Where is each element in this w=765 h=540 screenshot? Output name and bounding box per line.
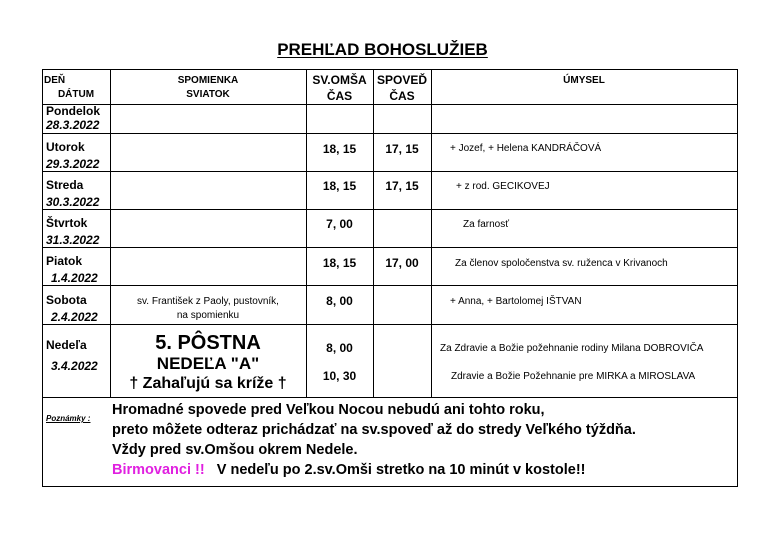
row-friday-intention: Za členov spoločenstva sv. ruženca v Krivanoch <box>455 258 668 269</box>
row-tuesday-intention: + Jozef, + Helena KANDRÁČOVÁ <box>450 143 602 154</box>
header-confession-time: SPOVEĎ ČAS <box>376 73 427 103</box>
header-day: DEŇ DÁTUM <box>44 75 95 100</box>
sunday-intention-2: Zdravie a Božie Požehnanie pre MIRKA a MIROSLAVA <box>451 371 696 382</box>
header-mass-time: SV.OMŠA ČAS <box>312 73 367 103</box>
notes-line-4-rest: V nedeľu po 2.sv.Omši stretko na 10 minút v kostole!! <box>216 462 586 478</box>
sunday-intention-1: Za Zdravie a Božie požehnanie rodiny Milana DOBROVIČA <box>440 343 704 354</box>
row-thursday-intention: Za farnosť <box>463 219 509 230</box>
row-saturday-memorial: sv. František z Paoly, pustovník, na spomienku <box>137 296 279 321</box>
row-saturday-day: Sobota 2.4.2022 <box>46 293 98 324</box>
row-wednesday-intention: + z rod. GECIKOVEJ <box>456 181 550 192</box>
sunday-feast-note: † Zahaľujú sa kríže † <box>129 375 287 392</box>
row-friday-mass: 18, 15 <box>322 256 357 270</box>
row-thursday-mass: 7, 00 <box>326 217 353 231</box>
row-wednesday-day: Streda 30.3.2022 <box>46 178 100 209</box>
row-tuesday-confession: 17, 15 <box>385 142 419 156</box>
notes-line-2: preto môžete odteraz prichádzať na sv.spoveď až do stredy Veľkého týždňa. <box>112 422 636 438</box>
notes-line-4 <box>112 460 738 480</box>
row-saturday-intention: + Anna, + Bartolomej IŠTVAN <box>450 296 582 307</box>
row-thursday-day: Štvrtok 31.3.2022 <box>46 216 100 247</box>
row-tuesday-day: Utorok 29.3.2022 <box>46 140 100 171</box>
sunday-mass-1: 8, 00 <box>326 341 353 355</box>
row-friday-day: Piatok 1.4.2022 <box>46 254 98 285</box>
row-friday-confession: 17, 00 <box>385 256 419 270</box>
row-sunday-day: Nedeľa 3.4.2022 <box>46 338 98 373</box>
notes-line-1: Hromadné spovede pred Veľkou Nocou nebudú ani tohto roku, <box>112 402 545 418</box>
notes-line-3: Vždy pred sv.Omšou okrem Nedele. <box>112 442 358 458</box>
sunday-feast-subtitle: NEDEĽA "A" <box>156 354 260 373</box>
notes-label: Poznámky : <box>46 414 91 423</box>
page-title: PREHĽAD BOHOSLUŽIEB <box>277 40 488 59</box>
confirmands-highlight: Birmovanci !! <box>112 462 205 478</box>
row-saturday-mass: 8, 00 <box>326 294 353 308</box>
sunday-feast-title: 5. PÔSTNA <box>155 332 261 354</box>
row-wednesday-mass: 18, 15 <box>322 179 357 193</box>
notes-text <box>112 400 738 480</box>
sunday-mass-2: 10, 30 <box>322 369 357 383</box>
row-monday-day: Pondelok 28.3.2022 <box>46 104 101 132</box>
row-wednesday-confession: 17, 15 <box>385 179 419 193</box>
header-intention: ÚMYSEL <box>563 75 605 86</box>
row-tuesday-mass: 18, 15 <box>322 142 357 156</box>
header-memorial: SPOMIENKA SVIATOK <box>177 75 239 100</box>
